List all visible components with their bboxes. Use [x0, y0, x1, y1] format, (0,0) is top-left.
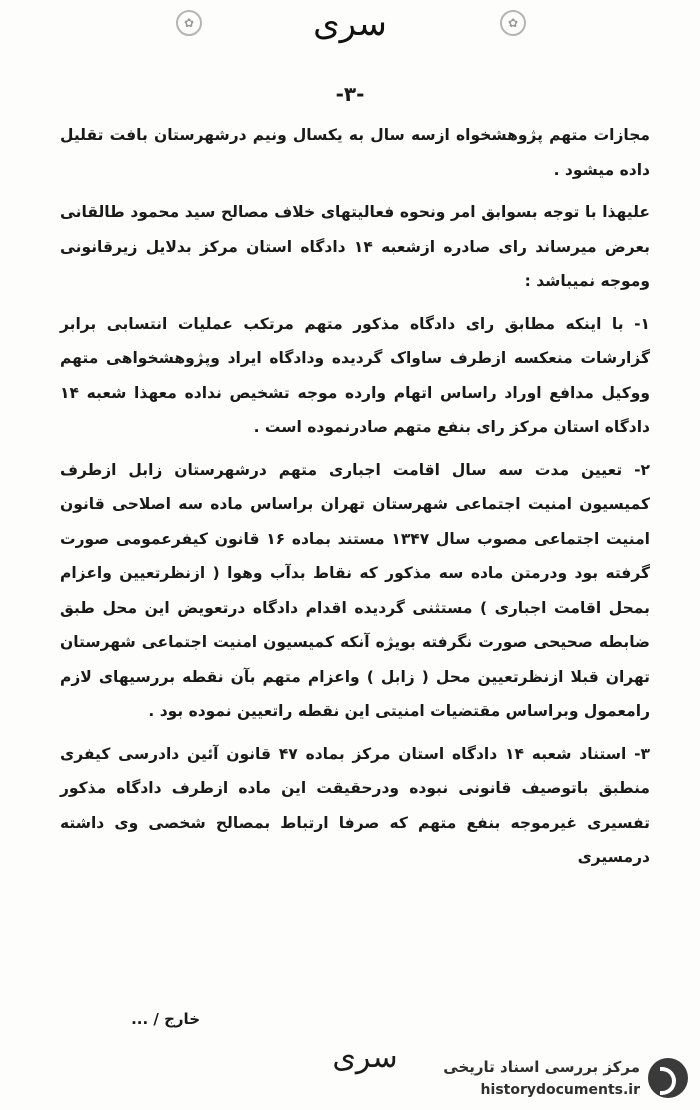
- archive-logo-icon: [648, 1058, 688, 1098]
- paragraph-sentence-reduction: مجازات متهم پژوهشخواه ازسه سال به یکسال ونیم درشهرستان بافت تقلیل داده میشود .: [60, 126, 650, 179]
- watermark-website: historydocuments.ir: [480, 1082, 640, 1098]
- seal-icon: ✿: [176, 10, 202, 36]
- footer-classification-label: سری: [332, 1040, 398, 1075]
- paragraph-reason-3: ۳- استناد شعبه ۱۴ دادگاه استان مرکز بماده ۴۷ قانون آئین دادرسی کیفری منطبق باتوصیف قانونی نبوده ودرحقیقت این ماده ازطرف دادگاه مذکور تفسیری غیرموجه بنفع متهم که صرفا ارتباط بمصالح شخصی وی داشته درمسیری: [60, 744, 650, 866]
- document-body: [60, 118, 650, 875]
- archive-watermark: [416, 1052, 696, 1108]
- document-header: [0, 4, 700, 44]
- classification-label: سری: [313, 4, 387, 44]
- watermark-title: مرکز بررسی اسناد تاریخی: [443, 1058, 640, 1076]
- paragraph-objection-intro: علیهذا با توجه بسوابق امر ونحوه فعالیتهای خلاف مصالح سید محمود طالقانی بعرض میرساند رای صادره ازشعبه ۱۴ دادگاه استان مرکز بدلایل زیرقانونی وموجه نمیباشد :: [60, 203, 650, 290]
- paragraph-reason-2: ۲- تعیین مدت سه سال اقامت اجباری متهم درشهرستان زابل ازطرف کمیسیون امنیت اجتماعی شهرستان تهران براساس ماده سه اصلاحی قانون امنیت اجتماعی مصوب سال ۱۳۴۷ مستند بماده ۱۶ قانون کیفرعمومی صورت گرفته بود ودرمتن ماده سه مذکور که نقاط بدآب وهوا ( ازنظرتعیین واعزام بمحل اقامت اجباری ) مستثنی گردیده اقدام دادگاه درتعویض این محل طبق ضابطه صحیحی صورت نگرفته بویژه آنکه کمیسیون امنیت اجتماعی شهرستان تهران قبلا ازنظرتعیین محل ( زابل ) واعزام متهم بآن نقطه بررسیهای لازم رامعمول وبراساس مقتضیات امنیتی این نقطه راتعیین نموده بود .: [60, 460, 650, 720]
- page-number: -۳-: [335, 82, 365, 106]
- seal-icon: ✿: [500, 10, 526, 36]
- outgoing-reference: خارج / ...: [131, 1010, 200, 1028]
- paragraph-reason-1: ۱- با اینکه مطابق رای دادگاه مذکور متهم مرتکب عملیات انتسابی برابر گزارشات منعکسه ازطرف ساواک گردیده ودادگاه ایراد وپژوهشخواهی متهم ووکیل مدافع اوراد راساس اتهام وارده موجه تشخیص نداده معهذا شعبه ۱۴ دادگاه استان مرکز رای بنفع متهم صادرنموده است .: [60, 314, 650, 436]
